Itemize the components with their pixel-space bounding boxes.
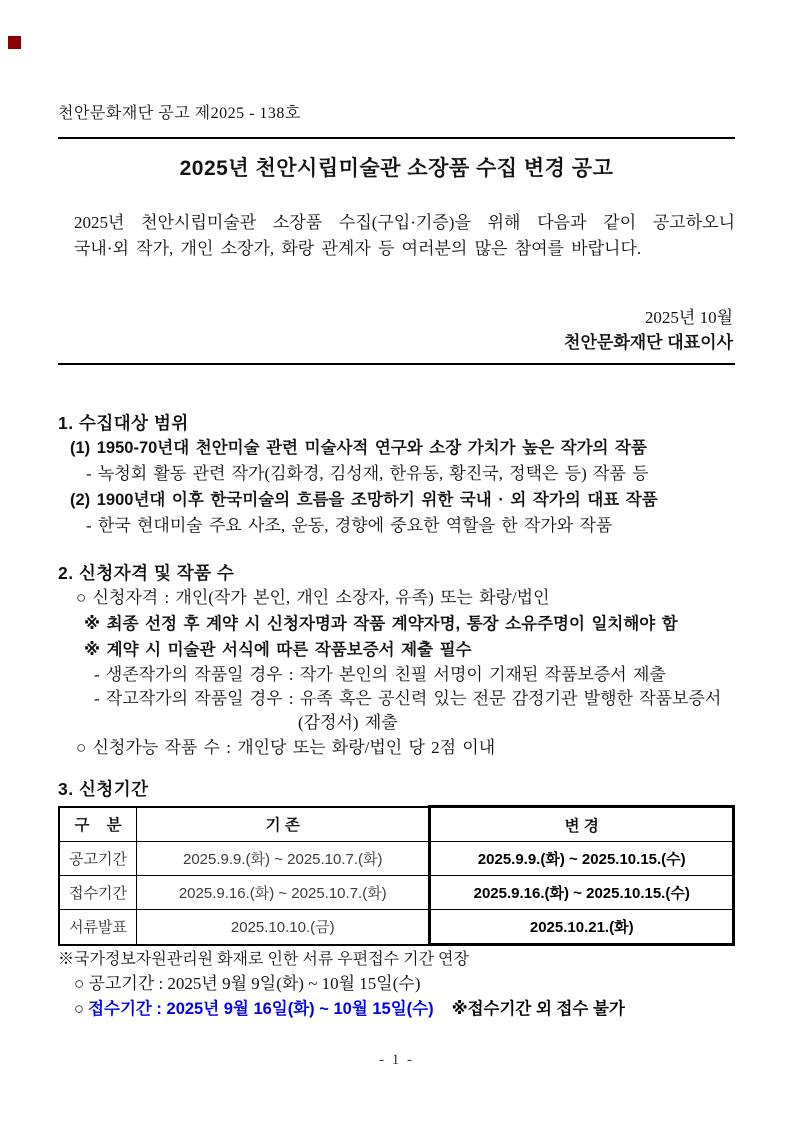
section1-item1-sub: - 녹청회 활동 관련 작가(김화경, 김성재, 한유동, 황진국, 정택은 등) 작품 등 xyxy=(86,464,649,483)
divider-bottom xyxy=(58,363,735,365)
reception-period-highlight: 접수기간 : 2025년 9월 16일(화) ~ 10월 15일(수) xyxy=(88,1000,434,1018)
intro-line1: 2025년 천안시립미술관 소장품 수집(구입·기증)을 위해 다음과 같이 공고하오니 xyxy=(74,213,735,232)
row-changed-value: 2025.9.9.(화) ~ 2025.10.15.(수) xyxy=(430,842,734,876)
col-header-changed: 변 경 xyxy=(430,807,734,842)
row-label: 접수기간 xyxy=(59,876,137,910)
doc-number: 천안문화재단 공고 제2025 - 138호 xyxy=(58,105,301,122)
section2-eligibility: ○ 신청자격 : 개인(작가 본인, 개인 소장자, 유족) 또는 화랑/법인 xyxy=(76,588,550,607)
row-label: 서류발표 xyxy=(59,910,137,945)
circle-bullet: ○ xyxy=(74,999,89,1018)
schedule-table xyxy=(58,805,735,946)
signer-name: 천안문화재단 대표이사 xyxy=(564,333,733,352)
section2-living-artist: - 생존작가의 작품일 경우 : 작가 본인의 친필 서명이 기재된 작품보증서 제출 xyxy=(94,665,666,684)
section2-work-count: ○ 신청가능 작품 수 : 개인당 또는 화랑/법인 당 2점 이내 xyxy=(76,738,496,757)
section1-heading: 1. 수집대상 범위 xyxy=(58,413,189,433)
section2-note2: ※ 계약 시 미술관 서식에 따른 작품보증서 제출 필수 xyxy=(84,641,472,659)
section2-note1: ※ 최종 선정 후 계약 시 신청자명과 작품 계약자명, 통장 소유주명이 일치해야 함 xyxy=(84,615,678,633)
row-existing-value: 2025.10.10.(금) xyxy=(137,910,430,945)
table-footnote: ※국가정보자원관리원 화재로 인한 서류 우편접수 기간 연장 xyxy=(58,951,469,968)
row-label: 공고기간 xyxy=(59,842,137,876)
row-existing-value: 2025.9.16.(화) ~ 2025.10.7.(화) xyxy=(137,876,430,910)
announcement-period-line: ○ 공고기간 : 2025년 9월 9일(화) ~ 10월 15일(수) xyxy=(74,974,421,993)
page-title: 2025년 천안시립미술관 소장품 수집 변경 공고 xyxy=(179,157,614,180)
section2-heading: 2. 신청자격 및 작품 수 xyxy=(58,563,235,583)
table-row-document-result xyxy=(59,910,734,945)
row-changed-value: 2025.10.21.(화) xyxy=(430,910,734,945)
table-row-announcement xyxy=(59,842,734,876)
divider-top xyxy=(58,137,735,139)
table-header-row xyxy=(59,807,734,842)
reception-period-warning: ※접수기간 외 접수 불가 xyxy=(451,1000,625,1018)
section1-item2-sub: - 한국 현대미술 주요 사조, 운동, 경향에 중요한 역할을 한 작가와 작품 xyxy=(86,516,613,535)
table-row-reception xyxy=(59,876,734,910)
reception-period-line xyxy=(58,996,735,1022)
col-header-category: 구 분 xyxy=(59,807,137,842)
col-header-existing: 기 존 xyxy=(137,807,430,842)
announcement-date: 2025년 10월 xyxy=(644,308,733,327)
section3-heading: 3. 신청기간 xyxy=(58,779,149,799)
row-existing-value: 2025.9.9.(화) ~ 2025.10.7.(화) xyxy=(137,842,430,876)
section1-item2: (2) 1900년대 이후 한국미술의 흐름을 조망하기 위한 국내 · 외 작가의 대표 작품 xyxy=(70,491,658,509)
document-content xyxy=(58,0,735,1022)
red-marker-square xyxy=(8,36,21,49)
intro-line2: 국내·외 작가, 개인 소장가, 화랑 관계자 등 여러분의 많은 참여를 바랍니다. xyxy=(74,239,642,258)
page-number: - 1 - xyxy=(379,1052,414,1068)
section1-item1: (1) 1950-70년대 천안미술 관련 미술사적 연구와 소장 가치가 높은 작가의 작품 xyxy=(70,439,647,457)
row-changed-value: 2025.9.16.(화) ~ 2025.10.15.(수) xyxy=(430,876,734,910)
section2-deceased-artist: - 작고작가의 작품일 경우 : 유족 혹은 공신력 있는 전문 감정기관 발행한 작품보증서 xyxy=(94,689,722,708)
section2-cert-submit: (감정서) 제출 xyxy=(298,713,398,732)
